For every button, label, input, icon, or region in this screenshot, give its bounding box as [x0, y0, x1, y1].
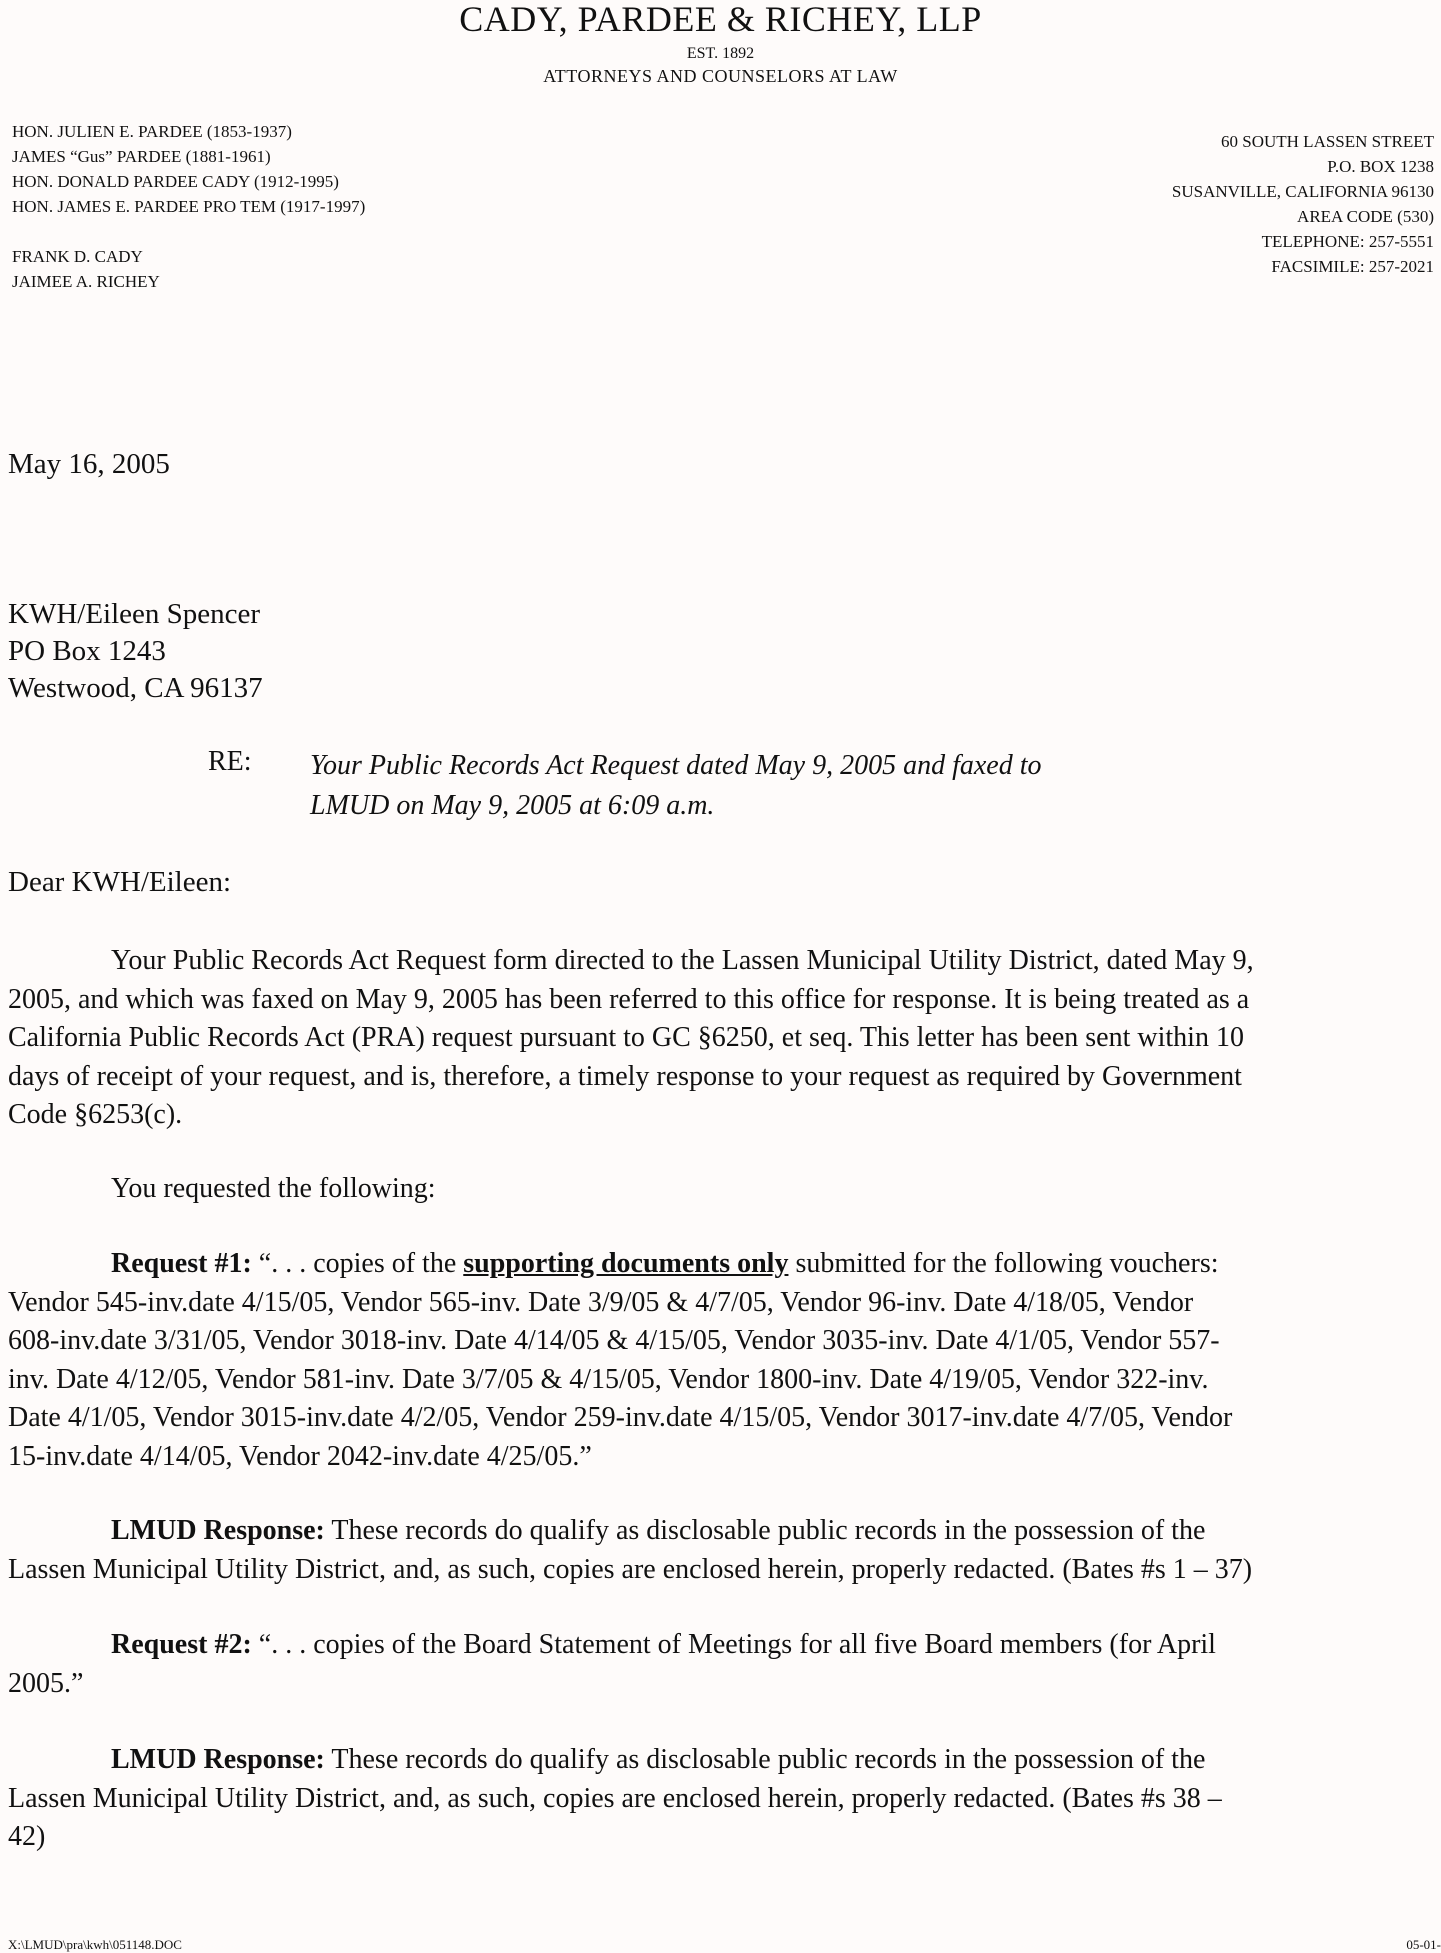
paragraph-line: 2005.”	[8, 1667, 84, 1699]
firm-name: CADY, PARDEE & RICHEY, LLP	[459, 0, 982, 39]
recipient-line: PO Box 1243	[8, 635, 166, 667]
firm-subtitle: ATTORNEYS AND COUNSELORS AT LAW	[543, 66, 898, 86]
response-2-paragraph	[8, 1741, 1441, 1857]
recipient-line: Westwood, CA 96137	[8, 672, 263, 704]
paragraph-line: Lassen Municipal Utility District, and, as such, copies are enclosed herein, properly redacted. (Bates #s 1 – 37)	[8, 1553, 1253, 1585]
paragraph-line: 15-inv.date 4/14/05, Vendor 2042-inv.date 4/25/05.”	[8, 1440, 592, 1472]
request-1-emphasis: supporting documents only	[463, 1248, 789, 1279]
letter-date: May 16, 2005	[8, 448, 170, 480]
footer-file-path: X:\LMUD\pra\kwh\051148.DOC	[8, 1937, 182, 1952]
request-1-lead: “. . . copies of the	[251, 1248, 464, 1279]
paragraph-line: Code §6253(c).	[8, 1099, 183, 1130]
address-line: SUSANVILLE, CALIFORNIA 96130	[1171, 182, 1434, 201]
request-1-trail: submitted for the following vouchers:	[788, 1248, 1219, 1279]
paragraph-line: Date 4/1/05, Vendor 3015-inv.date 4/2/05, Vendor 259-inv.date 4/15/05, Vendor 3017-inv.date 4/7/05, Vendor	[8, 1402, 1233, 1433]
paragraph-line	[8, 1245, 1441, 1284]
partners-list	[12, 119, 365, 294]
response-2-label: LMUD Response:	[111, 1744, 325, 1775]
requested-intro	[8, 1170, 1441, 1209]
address-line: TELEPHONE: 257-5551	[1261, 232, 1434, 251]
request-2-paragraph	[8, 1626, 1441, 1703]
recipient-line: KWH/Eileen Spencer	[8, 598, 261, 630]
partner-name: HON. JULIEN E. PARDEE (1853-1937)	[12, 122, 292, 141]
partner-name: JAMES “Gus” PARDEE (1881-1961)	[12, 147, 271, 166]
re-line: LMUD on May 9, 2005 at 6:09 a.m.	[310, 790, 715, 821]
address-line: P.O. BOX 1238	[1327, 157, 1434, 176]
paragraph-line: 2005, and which was faxed on May 9, 2005 has been referred to this office for response. It is being treated as a	[8, 983, 1250, 1015]
response-1-paragraph	[8, 1512, 1441, 1589]
paragraph-line: California Public Records Act (PRA) request pursuant to GC §6250, et seq. This letter has been sent within 10	[8, 1022, 1244, 1053]
partner-name: HON. DONALD PARDEE CADY (1912-1995)	[12, 172, 339, 191]
paragraph-line	[8, 1512, 1441, 1551]
re-line: Your Public Records Act Request dated May 9, 2005 and faxed to	[310, 750, 1042, 781]
paragraph-line: days of receipt of your request, and is, therefore, a timely response to your request as required by Government	[8, 1060, 1242, 1092]
paragraph-line: 42)	[8, 1821, 46, 1852]
paragraph-line: 608-inv.date 3/31/05, Vendor 3018-inv. Date 4/14/05 & 4/15/05, Vendor 3035-inv. Date 4/1/05, Vendor 557-	[8, 1325, 1220, 1356]
established-year: EST. 1892	[686, 45, 755, 62]
paragraph-line	[8, 1741, 1441, 1780]
response-1-label: LMUD Response:	[111, 1515, 325, 1546]
address-line: AREA CODE (530)	[1297, 207, 1434, 226]
intro-paragraph	[8, 942, 1441, 1135]
recipient-block	[8, 596, 263, 707]
request-2-label: Request #2:	[111, 1629, 252, 1660]
request-1-paragraph	[8, 1245, 1441, 1476]
re-subject	[310, 746, 1042, 826]
re-label: RE:	[208, 746, 252, 777]
request-1-label: Request #1:	[111, 1248, 252, 1279]
salutation: Dear KWH/Eileen:	[8, 866, 232, 898]
attorney-name: FRANK D. CADY	[12, 247, 143, 266]
request-2-text: “. . . copies of the Board Statement of Meetings for all five Board members (for April	[251, 1629, 1216, 1660]
paragraph-line: Your Public Records Act Request form directed to the Lassen Municipal Utility District, dated May 9,	[111, 945, 1254, 976]
partner-name: HON. JAMES E. PARDEE PRO TEM (1917-1997)	[12, 197, 366, 216]
attorney-name: JAIMEE A. RICHEY	[12, 272, 160, 291]
paragraph-line: Lassen Municipal Utility District, and, as such, copies are enclosed herein, properly redacted. (Bates #s 38 –	[8, 1782, 1222, 1814]
footer-code: 05-01-	[1406, 1937, 1441, 1952]
paragraph-line: Vendor 545-inv.date 4/15/05, Vendor 565-inv. Date 3/9/05 & 4/7/05, Vendor 96-inv. Date 4/18/05, Vendor	[8, 1286, 1194, 1318]
address-line: 60 SOUTH LASSEN STREET	[1221, 132, 1434, 151]
paragraph-line	[8, 1626, 1441, 1665]
response-1-text: These records do qualify as disclosable public records in the possession of the	[324, 1515, 1206, 1546]
paragraph-line: inv. Date 4/12/05, Vendor 581-inv. Date 3/7/05 & 4/15/05, Vendor 1800-inv. Date 4/19/05, Vendor 322-inv.	[8, 1363, 1209, 1395]
address-line: FACSIMILE: 257-2021	[1271, 257, 1434, 276]
response-2-text: These records do qualify as disclosable public records in the possession of the	[324, 1744, 1206, 1775]
paragraph-line: You requested the following:	[111, 1173, 436, 1204]
firm-address	[1172, 129, 1434, 279]
